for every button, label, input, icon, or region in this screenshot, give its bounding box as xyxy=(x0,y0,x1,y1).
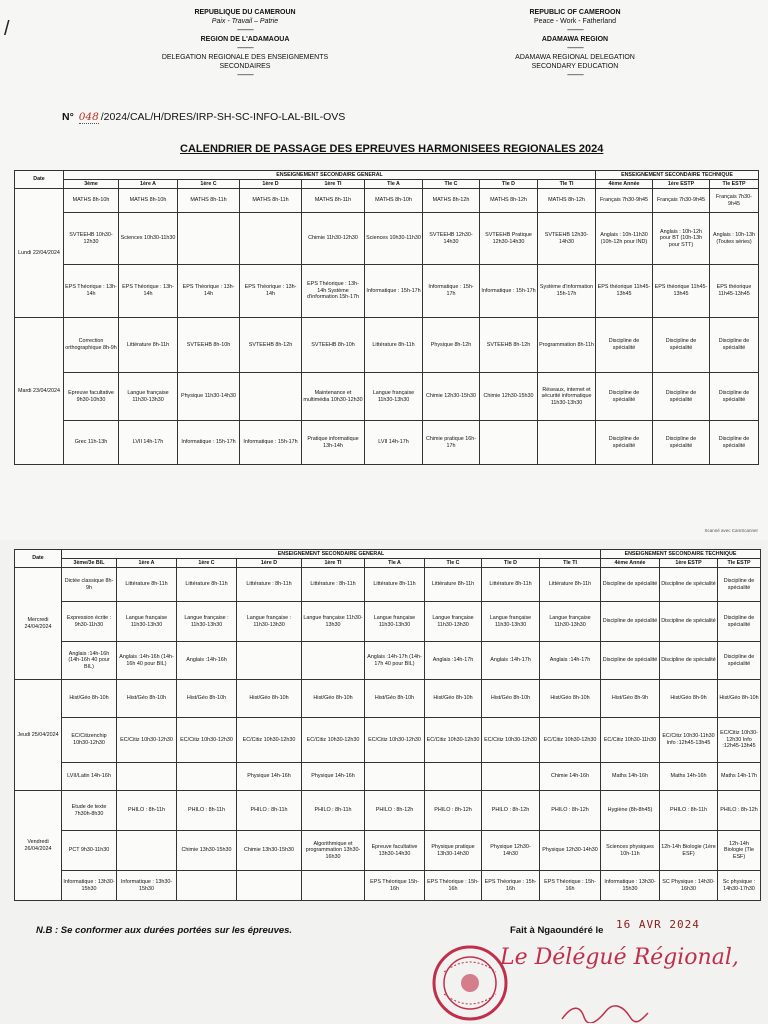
exam-cell: PHILO : 8h-12h xyxy=(718,791,761,831)
exam-cell: Langue française 11h30-13h30 xyxy=(540,602,601,642)
exam-cell: Informatique : 13h30-15h30 xyxy=(601,871,660,901)
exam-cell: Hist/Géo 8h-10h xyxy=(482,680,540,718)
header-left-line4: DELEGATION REGIONALE DES ENSEIGNEMENTS xyxy=(161,54,329,61)
exam-cell: Hist/Géo 8h-10h xyxy=(237,680,302,718)
exam-cell: Hist/Géo 8h-10h xyxy=(425,680,482,718)
table-row xyxy=(15,831,761,871)
header-right-line2: Peace - Work - Fatherland xyxy=(534,18,616,25)
exam-cell: MATHS 8h-10h xyxy=(365,189,423,213)
exam-cell: Informatique : 13h30-15h30 xyxy=(117,871,177,901)
exam-cell: Physique 14h-16h xyxy=(237,763,302,791)
exam-cell: Maths 14h-16h xyxy=(660,763,718,791)
table-row xyxy=(15,421,759,465)
exam-cell: SVTEEHB 10h30-12h30 xyxy=(64,213,119,265)
exam-cell: EC/Citiz 10h30-11h30 xyxy=(601,718,660,763)
class-column-header: 3ème xyxy=(64,180,119,189)
exam-cell: Hist/Géo 8h-10h xyxy=(365,680,425,718)
exam-cell xyxy=(480,421,538,465)
exam-cell: Réseaux, internet et sécurité informatique 11h30-13h30 xyxy=(538,373,596,421)
class-column-header: 1ère TI xyxy=(302,180,365,189)
exam-cell xyxy=(177,871,237,901)
exam-cell xyxy=(240,213,302,265)
exam-cell: PHILO : 8h-12h xyxy=(540,791,601,831)
class-column-header: Tle D xyxy=(482,559,540,568)
day-date-cell: Vendredi 26/04/2024 xyxy=(15,791,62,901)
class-column-header: 1ère C xyxy=(178,180,240,189)
exam-cell: Informatique : 15h-17h xyxy=(365,265,423,318)
general-education-header: ENSEIGNEMENT SECONDAIRE GENERAL xyxy=(62,550,601,559)
exam-cell: EPS Théorique : 13h-14h Système d'information 15h-17h xyxy=(302,265,365,318)
exam-cell xyxy=(302,642,365,680)
exam-cell: Chimie pratique 16h-17h xyxy=(423,421,480,465)
exam-cell xyxy=(178,213,240,265)
exam-cell: Grec 11h-13h xyxy=(64,421,119,465)
exam-cell: EC/Citiz 10h30-12h30 xyxy=(482,718,540,763)
exam-cell: Discipline de spécialité xyxy=(596,318,653,373)
exam-cell: Informatique : 13h30-15h30 xyxy=(62,871,117,901)
table-row xyxy=(15,642,761,680)
exam-cell: Français 7h30-9h45 xyxy=(596,189,653,213)
reference-number xyxy=(62,111,345,123)
exam-cell: EPS Théorique : 13h-14h xyxy=(178,265,240,318)
exam-cell: PCT 9h30-11h30 xyxy=(62,831,117,871)
exam-cell: Programmation 8h-11h xyxy=(538,318,596,373)
exam-cell: Hist/Géo 8h-10h xyxy=(117,680,177,718)
exam-cell: Maths 14h-17h xyxy=(718,763,761,791)
header-right xyxy=(490,8,660,80)
class-column-header: 1ère ESTP xyxy=(653,180,710,189)
exam-cell: Discipline de spécialité xyxy=(653,318,710,373)
exam-cell: EPS théorique 11h45-13h45 xyxy=(710,265,759,318)
exam-cell: Discipline de spécialité xyxy=(596,373,653,421)
exam-cell: PHILO : 8h-12h xyxy=(365,791,425,831)
exam-cell: Expression écrite : 9h30-11h30 xyxy=(62,602,117,642)
exam-cell: 12h-14h Biologie (1ère ESF) xyxy=(660,831,718,871)
exam-cell: MATHS 8h-12h xyxy=(423,189,480,213)
exam-cell: PHILO : 8h-11h xyxy=(237,791,302,831)
header-right-line4: ADAMAWA REGIONAL DELEGATION xyxy=(515,54,635,61)
exam-cell: Discipline de spécialité xyxy=(653,373,710,421)
exam-cell: Dictée classique 8h-9h xyxy=(62,568,117,602)
exam-cell: 12h-14h Biologie (Tle ESF) xyxy=(718,831,761,871)
exam-cell: Epreuve facultative 13h30-14h30 xyxy=(365,831,425,871)
exam-cell: MATHS 8h-11h xyxy=(240,189,302,213)
document-title: CALENDRIER DE PASSAGE DES EPREUVES HARMONISEES REGIONALES 2024 xyxy=(180,143,604,155)
exam-cell: Discipline de spécialité xyxy=(710,373,759,421)
exam-cell: MATHS 8h-12h xyxy=(538,189,596,213)
exam-cell: SVTEEHB 12h30-14h30 xyxy=(423,213,480,265)
exam-cell: EC/Citiz 10h30-11h30 Info :12h45-13h45 xyxy=(660,718,718,763)
exam-cell: Langue française : 11h30-13h30 xyxy=(237,602,302,642)
exam-cell xyxy=(482,763,540,791)
signature-title: Le Délégué Régional, xyxy=(500,945,739,970)
exam-cell: Langue française : 11h30-13h30 xyxy=(177,602,237,642)
exam-cell: Langue française 11h30-13h30 xyxy=(302,602,365,642)
exam-cell: LVII/Latin 14h-16h xyxy=(62,763,117,791)
exam-cell xyxy=(365,763,425,791)
exam-cell: Anglais :14h-17h xyxy=(482,642,540,680)
class-column-header: Tle ESTP xyxy=(710,180,759,189)
date-column-header: Date xyxy=(15,550,62,568)
exam-cell: Physique 8h-12h xyxy=(423,318,480,373)
exam-cell: Discipline de spécialité xyxy=(660,568,718,602)
exam-cell: SVTEEHB 8h-10h xyxy=(302,318,365,373)
exam-cell: Littérature : 8h-11h xyxy=(237,568,302,602)
exam-cell: Chimie 12h30-15h30 xyxy=(423,373,480,421)
exam-cell: PHILO : 8h-11h xyxy=(660,791,718,831)
pen-mark: / xyxy=(4,18,10,40)
exam-cell: Chimie 13h30-15h30 xyxy=(177,831,237,871)
class-column-header: Tle C xyxy=(425,559,482,568)
exam-cell: Anglais :14h-16h (14h-16h 40 pour BIL) xyxy=(62,642,117,680)
table-row xyxy=(15,568,761,602)
class-column-header: 1ère C xyxy=(177,559,237,568)
exam-cell: EPS Théorique 15h-16h xyxy=(365,871,425,901)
day-date-cell: Lundi 22/04/2024 xyxy=(15,189,64,318)
exam-cell: Discipline de spécialité xyxy=(601,602,660,642)
exam-cell: Hygiène (8h-8h45) xyxy=(601,791,660,831)
exam-cell: SVTEEHB 8h-12h xyxy=(240,318,302,373)
divider: ------------ xyxy=(237,27,253,34)
exam-cell: SVTEEHB 8h-10h xyxy=(178,318,240,373)
reference-handwritten-number: 048 xyxy=(78,111,99,123)
exam-cell: EPS Théorique : 15h-16h xyxy=(482,871,540,901)
calendar-table-1 xyxy=(14,170,759,465)
handwritten-signature-icon xyxy=(560,1003,650,1023)
exam-cell: Français 7h30-9h45 xyxy=(710,189,759,213)
exam-cell: Chimie 12h30-15h30 xyxy=(480,373,538,421)
exam-cell: LVII 14h-17h xyxy=(365,421,423,465)
exam-cell: Informatique : 15h-17h xyxy=(480,265,538,318)
exam-cell: Chimie 11h30-12h30 xyxy=(302,213,365,265)
reference-prefix: N° xyxy=(62,111,74,123)
exam-cell: Anglais :14h-16h (14h-16h 40 pour BIL) xyxy=(117,642,177,680)
exam-cell: Maths 14h-16h xyxy=(601,763,660,791)
exam-cell: Discipline de spécialité xyxy=(601,568,660,602)
exam-cell: Chimie 13h30-15h30 xyxy=(237,831,302,871)
official-seal-icon xyxy=(430,942,510,1024)
exam-cell: Discipline de spécialité xyxy=(660,602,718,642)
table-row xyxy=(15,871,761,901)
exam-cell: Anglais :14h-17h xyxy=(540,642,601,680)
header-left-line3: REGION DE L'ADAMAOUA xyxy=(200,36,290,43)
exam-cell: LVII 14h-17h xyxy=(119,421,178,465)
exam-cell: Discipline de spécialité xyxy=(710,318,759,373)
class-column-header: 1ère A xyxy=(119,180,178,189)
class-column-header: Tle A xyxy=(365,559,425,568)
header-left-line1: REPUBLIQUE DU CAMEROUN xyxy=(194,9,296,16)
exam-cell: Discipline de spécialité xyxy=(601,642,660,680)
exam-cell: Discipline de spécialité xyxy=(596,421,653,465)
header-right-line5: SECONDARY EDUCATION xyxy=(531,63,619,70)
class-column-header: Tle ESTP xyxy=(718,559,761,568)
exam-cell xyxy=(302,871,365,901)
divider: ------------ xyxy=(237,45,253,52)
exam-cell: Hist/Géo 8h-10h xyxy=(540,680,601,718)
exam-cell: EPS Théorique : 13h-14h xyxy=(119,265,178,318)
technical-education-header: ENSEIGNEMENT SECONDAIRE TECHNIQUE xyxy=(601,550,761,559)
exam-cell: SVTEEHB Pratique 12h30-14h30 xyxy=(480,213,538,265)
exam-cell: Etude de texte 7h30h-8h30 xyxy=(62,791,117,831)
class-column-header: 3ème/3e BIL xyxy=(62,559,117,568)
day-date-cell: Jeudi 25/04/2024 xyxy=(15,680,62,791)
exam-cell: Epreuve facultative 9h30-10h30 xyxy=(64,373,119,421)
exam-cell xyxy=(117,831,177,871)
class-column-header: Tle TI xyxy=(538,180,596,189)
exam-cell: Littérature 8h-11h xyxy=(177,568,237,602)
exam-cell: Informatique : 15h-17h xyxy=(423,265,480,318)
exam-cell: PHILO : 8h-11h xyxy=(302,791,365,831)
exam-cell: Littérature 8h-11h xyxy=(482,568,540,602)
exam-cell xyxy=(237,871,302,901)
exam-cell: Physique 14h-16h xyxy=(302,763,365,791)
done-at-label: Fait à Ngaoundéré le xyxy=(510,925,604,936)
exam-cell: Correction orthographique 8h-9h xyxy=(64,318,119,373)
exam-cell: Maintenance et multimédia 10h30-12h30 xyxy=(302,373,365,421)
day-date-cell: Mercredi 24/04/2024 xyxy=(15,568,62,680)
exam-cell: Langue française 11h30-13h30 xyxy=(119,373,178,421)
exam-cell: Littérature 8h-11h xyxy=(425,568,482,602)
exam-cell: EC/Citiz 10h30-12h30 xyxy=(540,718,601,763)
exam-cell: Physique 12h30-14h30 xyxy=(540,831,601,871)
exam-cell: Discipline de spécialité xyxy=(718,642,761,680)
exam-cell: EC/Citiz 10h30-12h30 xyxy=(117,718,177,763)
class-column-header: Tle TI xyxy=(540,559,601,568)
exam-cell: Langue française 11h30-13h30 xyxy=(365,373,423,421)
exam-cell: Sciences physiques 10h-11h xyxy=(601,831,660,871)
exam-cell: Hist/Géo 8h-9h xyxy=(660,680,718,718)
exam-cell xyxy=(425,763,482,791)
divider: ------------ xyxy=(567,72,583,79)
exam-cell: MATHS 8h-10h xyxy=(119,189,178,213)
exam-cell: Littérature 8h-11h xyxy=(117,568,177,602)
class-column-header: 1ère D xyxy=(240,180,302,189)
exam-cell: MATHS 8h-10h xyxy=(64,189,119,213)
exam-cell xyxy=(237,642,302,680)
day-date-cell: Mardi 23/04/2024 xyxy=(15,318,64,465)
exam-cell: Hist/Géo 8h-10h xyxy=(62,680,117,718)
exam-cell: EC/Citizenchip 10h30-12h30 xyxy=(62,718,117,763)
exam-cell: Sc physique : 14h30-17h30 xyxy=(718,871,761,901)
exam-cell: EPS Théorique : 13h-14h xyxy=(64,265,119,318)
exam-cell: Littérature 8h-11h xyxy=(540,568,601,602)
exam-cell: SVTEEHB 12h30-14h30 xyxy=(538,213,596,265)
exam-cell: Discipline de spécialité xyxy=(660,642,718,680)
exam-cell: SVTEEHB 8h-12h xyxy=(480,318,538,373)
exam-cell: Anglais :14h-16h xyxy=(177,642,237,680)
exam-cell xyxy=(177,763,237,791)
table-row xyxy=(15,791,761,831)
exam-cell: Algorithmique et programmation 13h30-16h30 xyxy=(302,831,365,871)
exam-cell: Sciences 10h30-11h30 xyxy=(119,213,178,265)
exam-cell: EC/Citiz 10h30-12h30 xyxy=(177,718,237,763)
exam-cell: PHILO : 8h-12h xyxy=(482,791,540,831)
table-row xyxy=(15,318,759,373)
date-column-header: Date xyxy=(15,171,64,189)
exam-cell: Discipline de spécialité xyxy=(718,568,761,602)
exam-cell: Littérature 8h-11h xyxy=(365,318,423,373)
class-column-header: 1ère ESTP xyxy=(660,559,718,568)
exam-cell: Littérature : 8h-11h xyxy=(302,568,365,602)
exam-cell: Discipline de spécialité xyxy=(710,421,759,465)
exam-cell: EPS théorique 11h45-13h45 xyxy=(596,265,653,318)
exam-cell: EC/Citiz 10h30-12h30 xyxy=(365,718,425,763)
exam-cell: Hist/Géo 8h-9h xyxy=(601,680,660,718)
divider: ------------ xyxy=(567,27,583,34)
exam-cell: Physique pratique 13h30-14h30 xyxy=(425,831,482,871)
exam-cell xyxy=(240,373,302,421)
exam-cell: MATHS 8h-12h xyxy=(480,189,538,213)
date-stamp: 16 AVR 2024 xyxy=(616,918,700,931)
class-column-header: 1ère TI xyxy=(302,559,365,568)
exam-cell: Informatique : 15h-17h xyxy=(240,421,302,465)
exam-cell: Chimie 14h-16h xyxy=(540,763,601,791)
exam-cell: EPS Théorique : 13h-14h xyxy=(240,265,302,318)
header-left-line5: SECONDAIRES xyxy=(219,63,271,70)
table-row xyxy=(15,602,761,642)
exam-cell: EPS Théorique : 15h-16h xyxy=(425,871,482,901)
exam-cell: MATHS 8h-11h xyxy=(178,189,240,213)
exam-cell: Sciences 10h30-11h30 xyxy=(365,213,423,265)
exam-cell: Langue française 11h30-13h30 xyxy=(482,602,540,642)
exam-cell: EC/Citiz 10h30-12h30 xyxy=(425,718,482,763)
exam-cell: Informatique : 15h-17h xyxy=(178,421,240,465)
exam-cell: EPS théorique 11h45-13h45 xyxy=(653,265,710,318)
exam-cell: Discipline de spécialité xyxy=(718,602,761,642)
exam-cell: PHILO : 8h-12h xyxy=(425,791,482,831)
class-column-header: Tle C xyxy=(423,180,480,189)
footer-note: N.B : Se conformer aux durées portées sur les épreuves. xyxy=(36,925,293,936)
exam-cell: Discipline de spécialité xyxy=(653,421,710,465)
exam-cell: Littérature 8h-11h xyxy=(365,568,425,602)
exam-cell: Hist/Géo 8h-10h xyxy=(718,680,761,718)
reference-suffix: /2024/CAL/H/DRES/IRP-SH-SC-INFO-LAL-BIL-OVS xyxy=(100,111,346,123)
table-row xyxy=(15,763,761,791)
table-row xyxy=(15,189,759,213)
exam-cell: PHILO : 8h-11h xyxy=(177,791,237,831)
exam-cell: Langue française 11h30-13h30 xyxy=(365,602,425,642)
exam-cell: Anglais : 10h-11h30 (10h-12h pour IND) xyxy=(596,213,653,265)
exam-cell: Langue française 11h30-13h30 xyxy=(425,602,482,642)
exam-cell: EC/Citiz 10h30-12h30 xyxy=(237,718,302,763)
exam-cell: Anglais : 10h-12h pour BT (10h-13h pour STT) xyxy=(653,213,710,265)
exam-cell: EC/Citiz 10h30-12h30 xyxy=(302,718,365,763)
header-left-line2: Paix - Travail – Patrie xyxy=(211,18,279,25)
exam-cell: Littérature 8h-11h xyxy=(119,318,178,373)
exam-cell: Hist/Géo 8h-10h xyxy=(302,680,365,718)
class-column-header: 4ème Année xyxy=(596,180,653,189)
exam-cell: SC Physique : 14h30-16h30 xyxy=(660,871,718,901)
divider: ------------ xyxy=(237,72,253,79)
class-column-header: 1ère A xyxy=(117,559,177,568)
general-education-header: ENSEIGNEMENT SECONDAIRE GENERAL xyxy=(64,171,596,180)
table-row xyxy=(15,213,759,265)
exam-cell xyxy=(538,421,596,465)
exam-cell: MATHS 8h-11h xyxy=(302,189,365,213)
exam-cell: Pratique informatique 13h-14h xyxy=(302,421,365,465)
header-right-line1: REPUBLIC OF CAMEROON xyxy=(529,9,621,16)
exam-cell: PHILO : 8h-11h xyxy=(117,791,177,831)
exam-cell: Anglais :14h-17h xyxy=(425,642,482,680)
exam-cell: Langue française 11h30-13h30 xyxy=(117,602,177,642)
exam-cell: EC/Citiz 10h30-12h30 Info :12h45-13h45 xyxy=(718,718,761,763)
class-column-header: Tle D xyxy=(480,180,538,189)
technical-education-header: ENSEIGNEMENT SECONDAIRE TECHNIQUE xyxy=(596,171,759,180)
table-row xyxy=(15,265,759,318)
exam-cell: EPS Théorique : 15h-16h xyxy=(540,871,601,901)
exam-cell: Anglais :14h-17h (14h-17h 40 pour BIL) xyxy=(365,642,425,680)
class-column-header: 1ère D xyxy=(237,559,302,568)
exam-cell xyxy=(117,763,177,791)
calendar-table-2 xyxy=(14,549,761,901)
header-right-line3: ADAMAWA REGION xyxy=(541,36,609,43)
exam-cell: Français 7h30-9h45 xyxy=(653,189,710,213)
table-row xyxy=(15,373,759,421)
exam-cell: Physique 11h30-14h30 xyxy=(178,373,240,421)
table-row xyxy=(15,718,761,763)
class-column-header: Tle A xyxy=(365,180,423,189)
exam-cell: Anglais : 10h-13h (Toutes séries) xyxy=(710,213,759,265)
scanner-watermark: Scanné avec CamScanner xyxy=(704,528,758,533)
header-left xyxy=(150,8,340,80)
exam-cell: Physique 12h30-14h30 xyxy=(482,831,540,871)
class-column-header: 4ème Année xyxy=(601,559,660,568)
exam-cell: Hist/Géo 8h-10h xyxy=(177,680,237,718)
exam-cell: Système d'information 15h-17h xyxy=(538,265,596,318)
divider: ------------ xyxy=(567,45,583,52)
table-row xyxy=(15,680,761,718)
